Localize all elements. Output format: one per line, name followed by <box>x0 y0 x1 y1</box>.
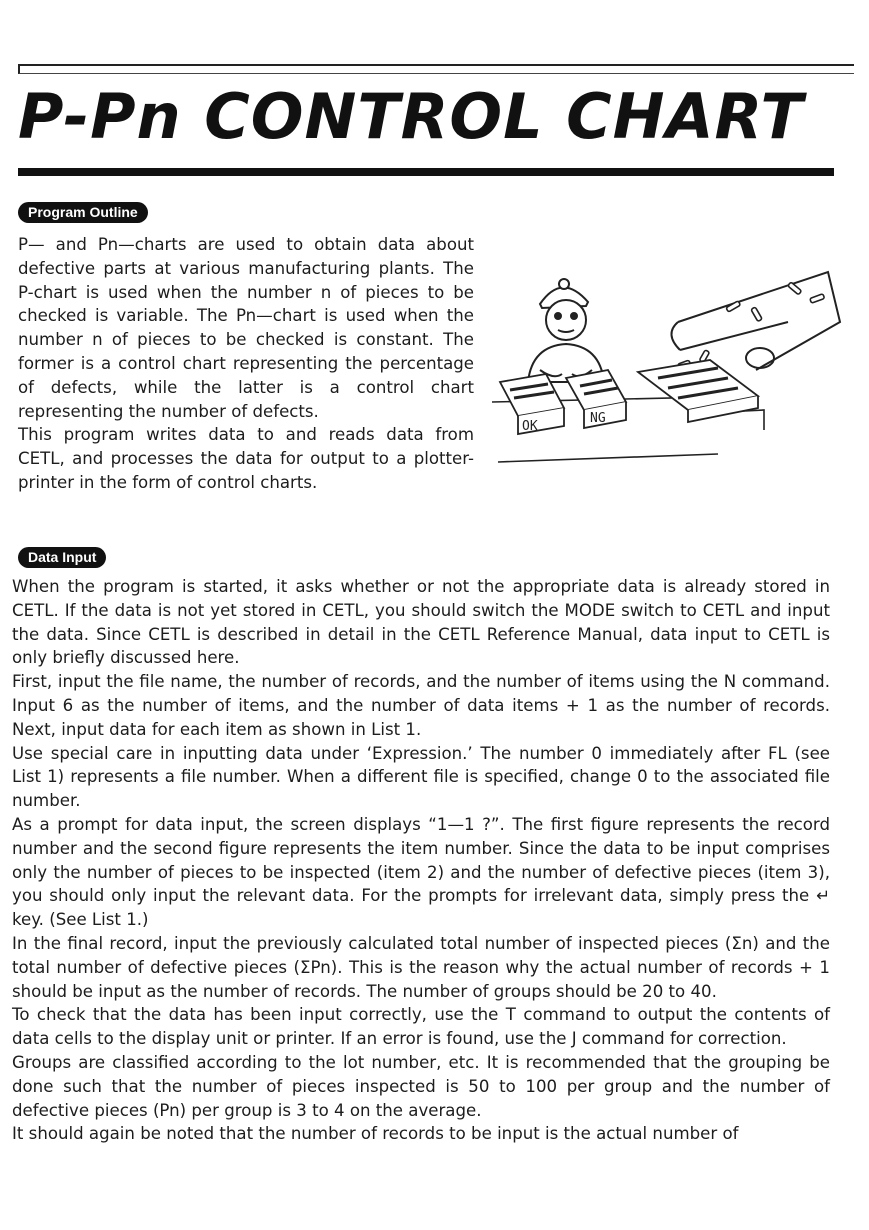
title-rule <box>18 168 834 176</box>
conveyor-parts <box>678 282 825 369</box>
header-frame-line <box>18 64 854 74</box>
conveyor-belt <box>671 272 840 370</box>
input-paragraph: It should again be noted that the number of records to be input is the actual number of <box>12 1124 739 1144</box>
outline-paragraph: P— and Pn—charts are used to obtain data about defective parts at various manufacturing plants. The P-chart is used when the number n of pieces to be checked is variable. The Pn—chart is used when the number n of pieces to be checked is constant. The former is a control chart representing the percentage of defects, while the latter is a control chart representing the number of defects. <box>18 235 474 421</box>
page-title: P-Pn CONTROL CHART <box>18 80 804 153</box>
input-paragraph: In the final record, input the previously calculated total number of inspected pieces (Σn) and the total number of defective pieces (ΣPn). This is the reason why the actual number of records + 1 should be input as the number of records. The number of groups should be 20 to 40. <box>12 933 830 1001</box>
program-outline-heading: Program Outline <box>18 202 148 223</box>
input-paragraph: Use special care in inputting data under ‘Expression.’ The number 0 immediately after FL (see List 1) represents a file number. When a different file is specified, change 0 to the associated file number. <box>12 743 830 811</box>
inspector-figure <box>528 279 604 382</box>
input-paragraph: When the program is started, it asks whether or not the appropriate data is already stored in CETL. If the data is not yet stored in CETL, you should switch the MODE switch to CETL and input the data. Since CETL is described in detail in the CETL Reference Manual, data input to CETL is only briefly discussed here. <box>12 577 830 668</box>
data-input-body <box>12 575 830 1146</box>
input-paragraph: First, input the file name, the number of records, and the number of items using the N command. Input 6 as the number of items, and the number of data items + 1 as the number of records. Next, input data for each item as shown in List 1. <box>12 672 830 739</box>
input-paragraph: Groups are classified according to the lot number, etc. It is recommended that the grouping be done such that the number of pieces inspected is 50 to 100 per group and the number of defective pieces (Pn) per group is 3 to 4 on the average. <box>12 1052 830 1120</box>
outline-paragraph: This program writes data to and reads data from CETL, and processes the data for output to a plotter-printer in the form of control charts. <box>18 425 474 492</box>
inspector-illustration <box>488 262 844 472</box>
data-input-heading: Data Input <box>18 547 106 568</box>
bin-large <box>638 360 758 422</box>
input-paragraph: As a prompt for data input, the screen displays “1—1 ?”. The first figure represents the record number and the second figure represents the item number. Since the data to be input comprises only the number of pieces to be inspected (item 2) and the number of defective pieces (item 3), you should only input the relevant data. For the prompts for irrelevant data, simply press the ↵ key. (See List 1.) <box>12 814 830 930</box>
program-outline-body <box>18 233 474 495</box>
bin-label-ng: NG <box>590 411 606 426</box>
input-paragraph: To check that the data has been input correctly, use the T command to output the contents of data cells to the display unit or printer. If an error is found, use the J command for correction. <box>12 1005 830 1049</box>
bin-label-ok: OK <box>522 419 538 434</box>
